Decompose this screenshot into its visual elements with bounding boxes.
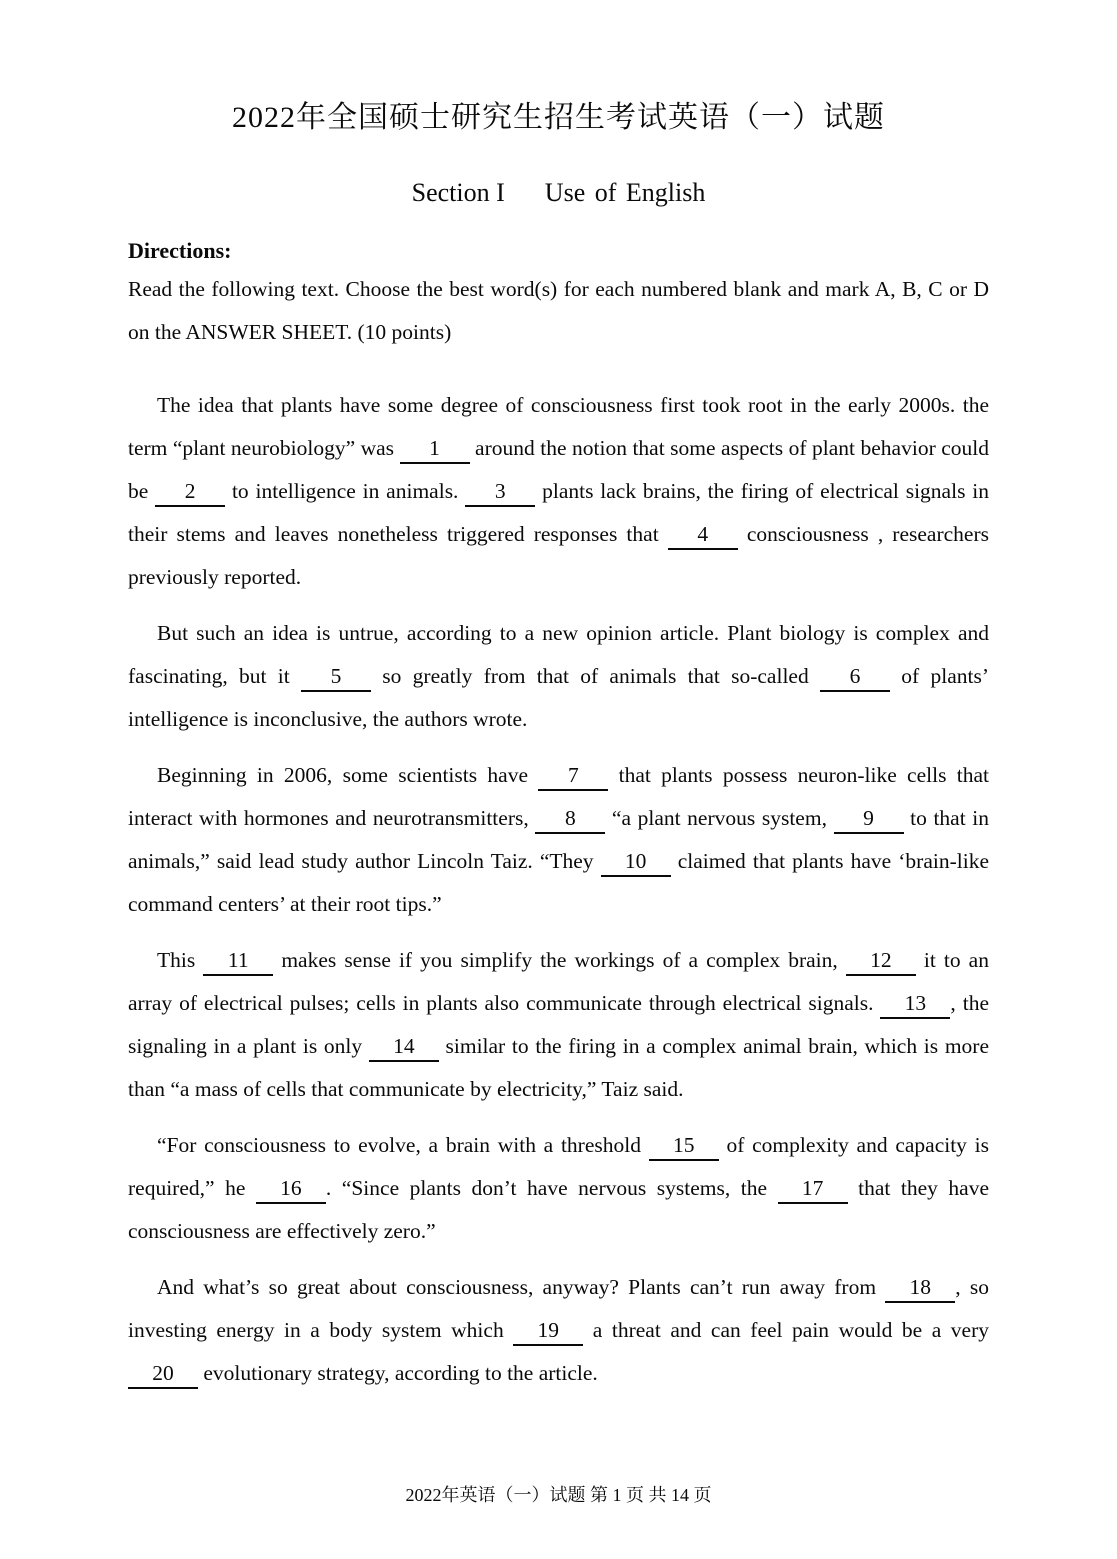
cloze-blank-19: 19 <box>513 1317 583 1346</box>
cloze-blank-17: 17 <box>778 1175 848 1204</box>
cloze-blank-13: 13 <box>880 990 950 1019</box>
cloze-blank-4: 4 <box>668 521 738 550</box>
cloze-blank-5: 5 <box>301 663 371 692</box>
cloze-blank-18: 18 <box>885 1274 955 1303</box>
cloze-blank-6: 6 <box>820 663 890 692</box>
cloze-blank-3: 3 <box>465 478 535 507</box>
passage-paragraph: And what’s so great about consciousness, anyway? Plants can’t run away from 18 , so investing energy in a body system which 19 a threat and can feel pain would be a very 20 evolutionary strategy, according to the article. <box>128 1266 989 1395</box>
section-title <box>128 178 989 208</box>
page-content <box>128 0 989 1395</box>
cloze-blank-10: 10 <box>601 848 671 877</box>
cloze-blank-1: 1 <box>400 435 470 464</box>
cloze-blank-9: 9 <box>834 805 904 834</box>
cloze-blank-7: 7 <box>538 762 608 791</box>
passage-paragraph: This 11 makes sense if you simplify the workings of a complex brain, 12 it to an array of electrical pulses; cells in plants also communicate through electrical signals. 13 , the signaling in a plant is only 14 similar to the firing in a complex animal brain, which is more than “a mass of cells that communicate by electricity,” Taiz said. <box>128 948 989 1101</box>
page-footer: 2022年英语（一）试题 第 1 页 共 14 页 <box>405 1485 712 1505</box>
passage-paragraph: Beginning in 2006, some scientists have 7 that plants possess neuron-like cells that interact with hormones and neurotransmitters, 8 “a plant nervous system, 9 to that in animals,” said lead study author Lincoln Taiz. “They 10 claimed that plants have ‘brain-like command centers’ at their root tips.” <box>128 763 990 916</box>
cloze-blank-8: 8 <box>535 805 605 834</box>
section-label: Section I <box>411 178 505 207</box>
directions-text: Read the following text. Choose the best word(s) for each numbered blank and mark A, B, C or D on the ANSWER SHEET. (10 points) <box>128 277 989 344</box>
cloze-blank-16: 16 <box>256 1175 326 1204</box>
cloze-blank-2: 2 <box>155 478 225 507</box>
section-name: Use of English <box>544 178 706 207</box>
passage-paragraph: “For consciousness to evolve, a brain with a threshold 15 of complexity and capacity is required,” he 16 . “Since plants don’t have nervous systems, the 17 that they have consciousness are effectively zero.” <box>128 1133 990 1243</box>
directions-heading: Directions: <box>128 238 232 263</box>
cloze-blank-12: 12 <box>846 947 916 976</box>
cloze-blank-20: 20 <box>128 1360 198 1389</box>
cloze-blank-14: 14 <box>369 1033 439 1062</box>
cloze-passage <box>128 384 989 1395</box>
page-title: 2022年全国硕士研究生招生考试英语（一）试题 <box>232 101 885 134</box>
cloze-blank-11: 11 <box>203 947 273 976</box>
cloze-blank-15: 15 <box>649 1132 719 1161</box>
passage-paragraph: The idea that plants have some degree of consciousness first took root in the early 2000s. the term “plant neurobiology” was 1 around the notion that some aspects of plant behavior could be 2 to intelligence in animals. 3 plants lack brains, the firing of electrical signals in their stems and leaves nonetheless triggered responses that 4 consciousness , researchers previously reported. <box>128 393 989 589</box>
passage-paragraph: But such an idea is untrue, according to a new opinion article. Plant biology is complex and fascinating, but it 5 so greatly from that of animals that so-called 6 of plants’ intelligence is inconclusive, the authors wrote. <box>128 621 990 731</box>
